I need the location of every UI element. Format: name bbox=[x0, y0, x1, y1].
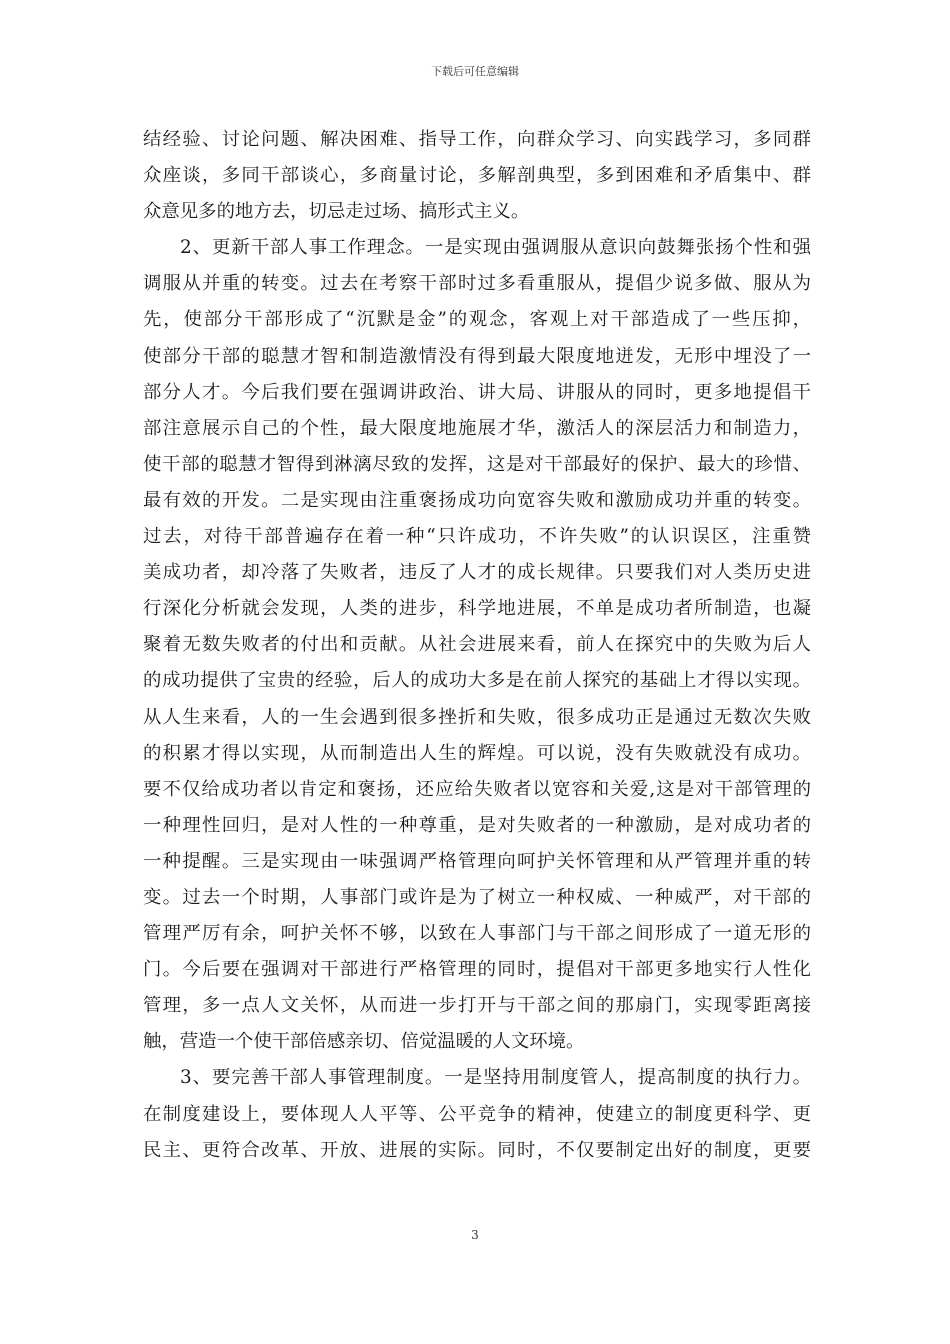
text-line: 美成功者，却冷落了失败者，违反了人才的成长规律。只要我们对人类历史进 bbox=[143, 562, 811, 584]
text-line: 聚着无数失败者的付出和贡献。从社会进展来看，前人在探究中的失败为后人 bbox=[143, 634, 811, 656]
paragraph-start-line: 2、更新干部人事工作理念。一是实现由强调服从意识向鼓舞张扬个性和强 bbox=[180, 237, 811, 259]
text-line: 管理，多一点人文关怀，从而进一步打开与干部之间的那扇门，实现零距离接 bbox=[143, 995, 811, 1017]
text-line: 行深化分析就会发现，人类的进步，科学地进展，不单是成功者所制造，也凝 bbox=[143, 598, 811, 620]
text-line: 使干部的聪慧才智得到淋漓尽致的发挥，这是对干部最好的保护、最大的珍惜、 bbox=[143, 453, 811, 475]
document-body bbox=[143, 122, 811, 1169]
text-line: 门。今后要在强调对干部进行严格管理的同时，提倡对干部更多地实行人性化 bbox=[143, 959, 811, 981]
text-line: 最有效的开发。二是实现由注重褒扬成功向宽容失败和激励成功并重的转变。 bbox=[143, 489, 811, 511]
text-line: 变。过去一个时期，人事部门或许是为了树立一种权威、一种威严，对干部的 bbox=[143, 886, 811, 908]
text-line: 民主、更符合改革、开放、进展的实际。同时，不仅要制定出好的制度，更要 bbox=[143, 1139, 811, 1161]
text-line: 的成功提供了宝贵的经验，后人的成功大多是在前人探究的基础上才得以实现。 bbox=[143, 670, 811, 692]
text-line: 在制度建设上，要体现人人平等、公平竞争的精神，使建立的制度更科学、更 bbox=[143, 1103, 811, 1125]
text-line: 众意见多的地方去，切忌走过场、搞形式主义。 bbox=[143, 201, 530, 223]
text-line: 要不仅给成功者以肯定和褒扬，还应给失败者以宽容和关爱,这是对干部管理的 bbox=[143, 778, 811, 800]
text-line: 触，营造一个使干部倍感亲切、倍觉温暖的人文环境。 bbox=[143, 1031, 585, 1053]
text-line: 部注意展示自己的个性，最大限度地施展才华，激活人的深层活力和制造力， bbox=[143, 417, 811, 439]
text-line: 结经验、讨论问题、解决困难、指导工作，向群众学习、向实践学习，多同群 bbox=[143, 129, 811, 150]
text-line: 从人生来看，人的一生会遇到很多挫折和失败，很多成功正是通过无数次失败 bbox=[143, 706, 811, 728]
text-line: 调服从并重的转变。过去在考察干部时过多看重服从，提倡少说多做、服从为 bbox=[143, 273, 811, 295]
text-line: 一种提醒。三是实现由一味强调严格管理向呵护关怀管理和从严管理并重的转 bbox=[143, 850, 811, 872]
page-number: 3 bbox=[471, 1228, 479, 1242]
text-line: 先，使部分干部形成了“沉默是金”的观念，客观上对干部造成了一些压抑， bbox=[143, 309, 811, 331]
paragraph-start-line: 3、要完善干部人事管理制度。一是坚持用制度管人，提高制度的执行力。 bbox=[180, 1067, 811, 1089]
text-line: 管理严厉有余，呵护关怀不够，以致在人事部门与干部之间形成了一道无形的 bbox=[143, 923, 811, 945]
text-line: 的积累才得以实现，从而制造出人生的辉煌。可以说，没有失败就没有成功。 bbox=[143, 742, 811, 764]
text-line: 部分人才。今后我们要在强调讲政治、讲大局、讲服从的同时，更多地提倡干 bbox=[143, 381, 811, 403]
text-line: 众座谈，多同干部谈心，多商量讨论，多解剖典型，多到困难和矛盾集中、群 bbox=[143, 165, 811, 187]
text-line: 过去，对待干部普遍存在着一种“只许成功，不许失败”的认识误区，注重赞 bbox=[143, 526, 811, 548]
page-header-note: 下载后可任意编辑 bbox=[431, 65, 519, 78]
text-line: 使部分干部的聪慧才智和制造激情没有得到最大限度地迸发，无形中埋没了一 bbox=[143, 345, 811, 367]
text-line: 一种理性回归，是对人性的一种尊重，是对失败者的一种激励，是对成功者的 bbox=[143, 814, 811, 836]
